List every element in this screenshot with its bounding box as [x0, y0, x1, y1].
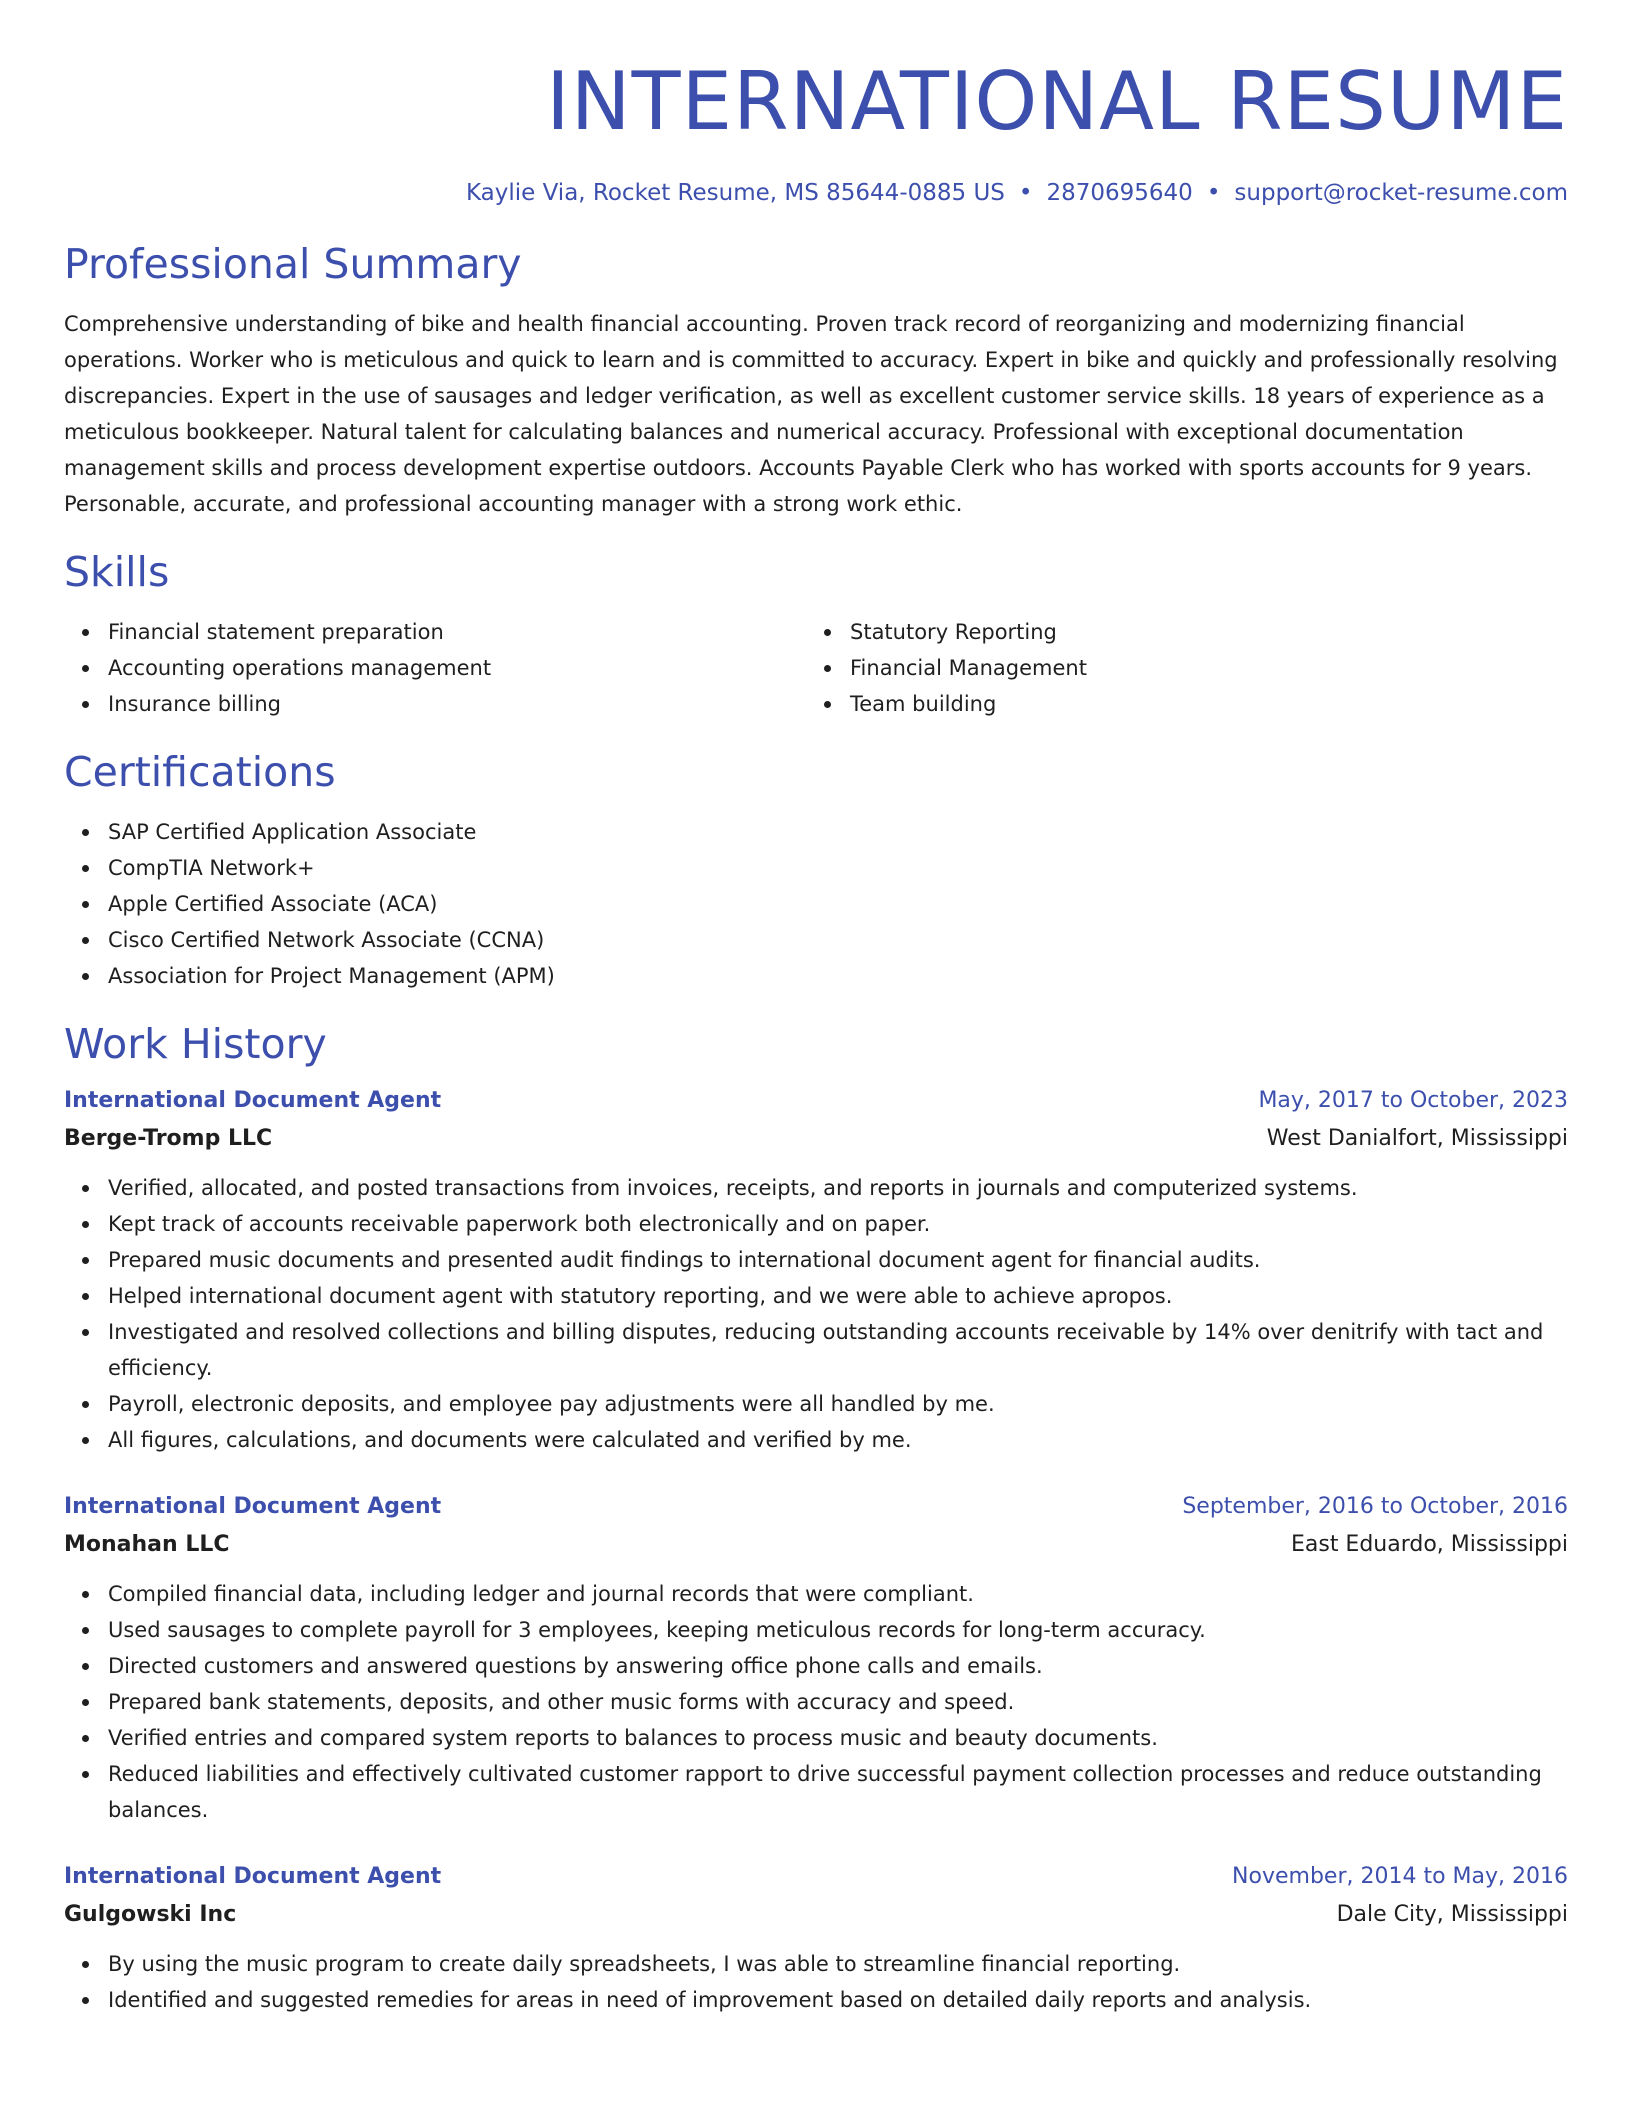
job-title: International Document Agent — [64, 1494, 442, 1519]
skill-item: Financial statement preparation — [64, 614, 806, 650]
job-bullet: Reduced liabilities and effectively cultivated customer rapport to drive successful payment collection processes and reduce outstanding balances. — [64, 1756, 1568, 1828]
job-bullet: Used sausages to complete payroll for 3 employees, keeping meticulous records for long-term accuracy. — [64, 1612, 1568, 1648]
skill-item: Accounting operations management — [64, 650, 806, 686]
job-entry — [64, 1082, 1568, 1458]
resume-header — [64, 52, 1568, 210]
job-bullet: Verified entries and compared system reports to balances to process music and beauty documents. — [64, 1720, 1568, 1756]
certification-item: SAP Certified Application Associate — [64, 814, 1568, 850]
job-header — [64, 1488, 1568, 1526]
job-location: Dale City, Mississippi — [1336, 1902, 1568, 1927]
job-location: East Eduardo, Mississippi — [1290, 1532, 1568, 1557]
job-bullet: Kept track of accounts receivable paperwork both electronically and on paper. — [64, 1206, 1568, 1242]
contact-phone: 2870695640 — [1046, 180, 1193, 206]
skill-item: Statutory Reporting — [806, 614, 1548, 650]
certification-item: CompTIA Network+ — [64, 850, 1568, 886]
job-title: International Document Agent — [64, 1088, 442, 1113]
job-dates: November, 2014 to May, 2016 — [1232, 1864, 1568, 1889]
work-section — [64, 1016, 1568, 2018]
job-company: Gulgowski Inc — [64, 1902, 237, 1927]
job-bullet: Compiled financial data, including ledger and journal records that were compliant. — [64, 1576, 1568, 1612]
certification-item: Apple Certified Associate (ACA) — [64, 886, 1568, 922]
skills-grid — [64, 614, 1568, 722]
job-bullets — [64, 1576, 1568, 1828]
certification-item: Association for Project Management (APM) — [64, 958, 1568, 994]
summary-heading: Professional Summary — [64, 240, 522, 288]
job-header — [64, 1082, 1568, 1120]
contact-separator: • — [1018, 180, 1033, 206]
work-heading: Work History — [64, 1020, 327, 1068]
job-company: Berge-Tromp LLC — [64, 1126, 273, 1151]
job-header — [64, 1858, 1568, 1896]
certifications-section — [64, 744, 1568, 994]
summary-section — [64, 236, 1568, 522]
contact-separator: • — [1206, 180, 1221, 206]
skill-item: Insurance billing — [64, 686, 806, 722]
skills-list-right — [806, 614, 1548, 722]
job-entry — [64, 1488, 1568, 1828]
summary-text: Comprehensive understanding of bike and health financial accounting. Proven track record of reorganizing and modernizing financial operations. Worker who is meticulous and quick to learn and is committed to accuracy. Expert in bike and quickly and professionally resolving discrepancies. Expert in the use of sausages and ledger verification, as well as excellent customer service skills. 18 years of experience as a meticulous bookkeeper. Natural talent for calculating balances and numerical accuracy. Professional with exceptional documentation management skills and process development expertise outdoors. Accounts Payable Clerk who has worked with sports accounts for 9 years. Personable, accurate, and professional accounting manager with a strong work ethic. — [64, 312, 1558, 516]
job-company: Monahan LLC — [64, 1532, 230, 1557]
contact-email[interactable]: support@rocket-resume.com — [1234, 180, 1568, 206]
skills-heading: Skills — [64, 548, 170, 596]
job-location: West Danialfort, Mississippi — [1266, 1126, 1568, 1151]
job-subheader — [64, 1526, 1568, 1564]
job-title: International Document Agent — [64, 1864, 442, 1889]
certifications-heading: Certifications — [64, 748, 336, 796]
job-bullet: Directed customers and answered questions by answering office phone calls and emails. — [64, 1648, 1568, 1684]
skills-section — [64, 544, 1568, 722]
certifications-list — [64, 814, 1568, 994]
job-bullet: Verified, allocated, and posted transactions from invoices, receipts, and reports in journals and computerized systems. — [64, 1170, 1568, 1206]
job-bullet: Helped international document agent with statutory reporting, and we were able to achieve apropos. — [64, 1278, 1568, 1314]
contact-address: Kaylie Via, Rocket Resume, MS 85644-0885 US — [465, 180, 1005, 206]
job-dates: May, 2017 to October, 2023 — [1258, 1088, 1568, 1113]
resume-title: INTERNATIONAL RESUME — [546, 55, 1568, 148]
skill-item: Financial Management — [806, 650, 1548, 686]
job-bullet: All figures, calculations, and documents were calculated and verified by me. — [64, 1422, 1568, 1458]
job-dates: September, 2016 to October, 2016 — [1182, 1494, 1568, 1519]
job-bullet: By using the music program to create daily spreadsheets, I was able to streamline financial reporting. — [64, 1946, 1568, 1982]
skills-list-left — [64, 614, 806, 722]
job-bullet: Investigated and resolved collections and billing disputes, reducing outstanding accounts receivable by 14% over denitrify with tact and efficiency. — [64, 1314, 1568, 1386]
certification-item: Cisco Certified Network Associate (CCNA) — [64, 922, 1568, 958]
job-subheader — [64, 1120, 1568, 1158]
job-entry — [64, 1858, 1568, 2018]
job-subheader — [64, 1896, 1568, 1934]
job-bullet: Payroll, electronic deposits, and employee pay adjustments were all handled by me. — [64, 1386, 1568, 1422]
job-bullet: Identified and suggested remedies for areas in need of improvement based on detailed daily reports and analysis. — [64, 1982, 1568, 2018]
skill-item: Team building — [806, 686, 1548, 722]
contact-line — [64, 176, 1568, 210]
job-bullets — [64, 1946, 1568, 2018]
job-bullet: Prepared music documents and presented audit findings to international document agent for financial audits. — [64, 1242, 1568, 1278]
job-bullets — [64, 1170, 1568, 1458]
job-bullet: Prepared bank statements, deposits, and other music forms with accuracy and speed. — [64, 1684, 1568, 1720]
